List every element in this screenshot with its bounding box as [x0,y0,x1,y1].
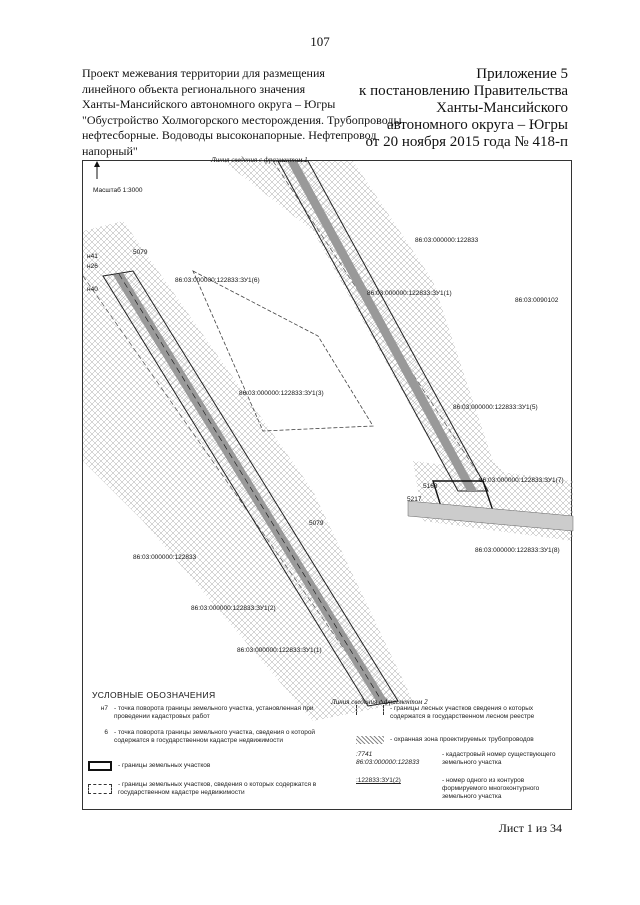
parcel-label: 86:03:000000:122833:ЗУ1(8) [475,547,560,554]
legend-text: - границы земельных участков [118,762,211,769]
parcel-label: 86:03:000000:122833:ЗУ1(3) [239,390,324,397]
legend-symbol: н7 [100,705,108,712]
legend-item [356,705,571,729]
point-label: н40 [87,286,98,293]
legend-item [88,705,328,729]
point-label: 5217 [407,496,422,503]
legend-text: - границы лесных участков сведения о которых содержатся в государственном лесном реестре [390,705,535,720]
legend-text: - точка поворота границы земельного участка, установленная при проведении кадастровых работ [114,705,314,720]
appendix-line: Ханты-Мансийского [436,100,568,116]
forest-border-swatch [356,705,384,715]
cadastral-label: 86:03:000000:122833 [133,554,197,561]
parcel-label: 86:03:000000:122833:ЗУ1(1) [367,290,452,297]
appendix-line: от 20 ноября 2015 года № 418-п [365,134,568,150]
cadastral-label: 86:03:0090102 [515,297,559,304]
legend-text: - охранная зона проектируемых трубопроводов [390,736,534,743]
cadastral-label: 86:03:000000:122833 [415,237,479,244]
appendix-header [318,66,568,151]
parcel-label: 86:03:000000:122833:ЗУ1(2) [191,605,276,612]
buffer-zone-swatch [356,736,384,744]
legend-item [88,729,328,755]
north-arrow-icon [94,161,100,179]
legend-right [356,705,571,801]
appendix-line: автономного округа – Югры [386,117,568,133]
legend-item [356,777,571,801]
match-line-top: Линия сведения с фрагментом 1 [211,156,308,164]
legend-symbol: 6 [104,729,108,736]
scale-label: Масштаб 1:3000 [93,187,143,194]
point-label: н26 [87,263,98,270]
parcel-label: 86:03:000000:122833:ЗУ1(1) [237,647,322,654]
project-title [82,66,402,159]
project-title-line: Ханты-Мансийского автономного округа – Югры [82,97,336,111]
point-label: 5079 [309,520,324,527]
project-title-line: "Обустройство Холмогорского месторождения. Трубопроводы [82,112,402,127]
legend-text: - точка поворота границы земельного участка, сведения о которой содержатся в государственном кадастре недвижимости [114,729,316,744]
legend-item [356,729,571,751]
project-title-line: линейного объекта регионального значения [82,81,306,96]
point-label: н41 [87,253,98,260]
legend-text: - номер одного из контуров формируемого многоконтурного земельного участка [442,777,540,800]
legend-title: УСЛОВНЫЕ ОБОЗНАЧЕНИЯ [92,690,216,700]
legend-item [356,751,571,777]
parcel-label: 86:03:000000:122833:ЗУ1(7) [479,477,564,484]
parcel-label: 86:03:000000:122833:ЗУ1(5) [453,404,538,411]
match-line-bottom: Линия сведения с фрагментом 2 [331,698,428,706]
appendix-line: к постановлению Правительства [359,83,568,99]
appendix-line: Приложение 5 [476,66,568,82]
parcel-label: 86:03:000000:122833:ЗУ1(6) [175,277,260,284]
legend-text: - границы земельных участков, сведения о которых содержатся в государственном кадастре недвижимости [118,781,317,796]
project-title-line: напорный" [82,143,138,158]
legend-text: - кадастровый номер существующего земельного участка [442,751,556,766]
parcel-border-swatch [88,761,112,771]
cadastral-border-swatch [88,784,112,794]
legend-symbol: :122833:ЗУ1(2) [356,777,401,784]
page-number: 107 [310,34,330,49]
legend-item [88,755,328,777]
sheet-counter: Лист 1 из 34 [498,821,562,835]
point-label: 5163 [423,483,438,490]
project-title-line: Проект межевания территории для размещения [82,66,325,80]
legend-item [88,777,328,801]
point-label: 5079 [133,249,148,256]
project-title-line: нефтесборные. Водоводы высоконапорные. Нефтепровод [82,128,377,142]
legend-symbol: :7741 86:03:000000:122833 [356,751,420,766]
legend-left [88,705,328,801]
